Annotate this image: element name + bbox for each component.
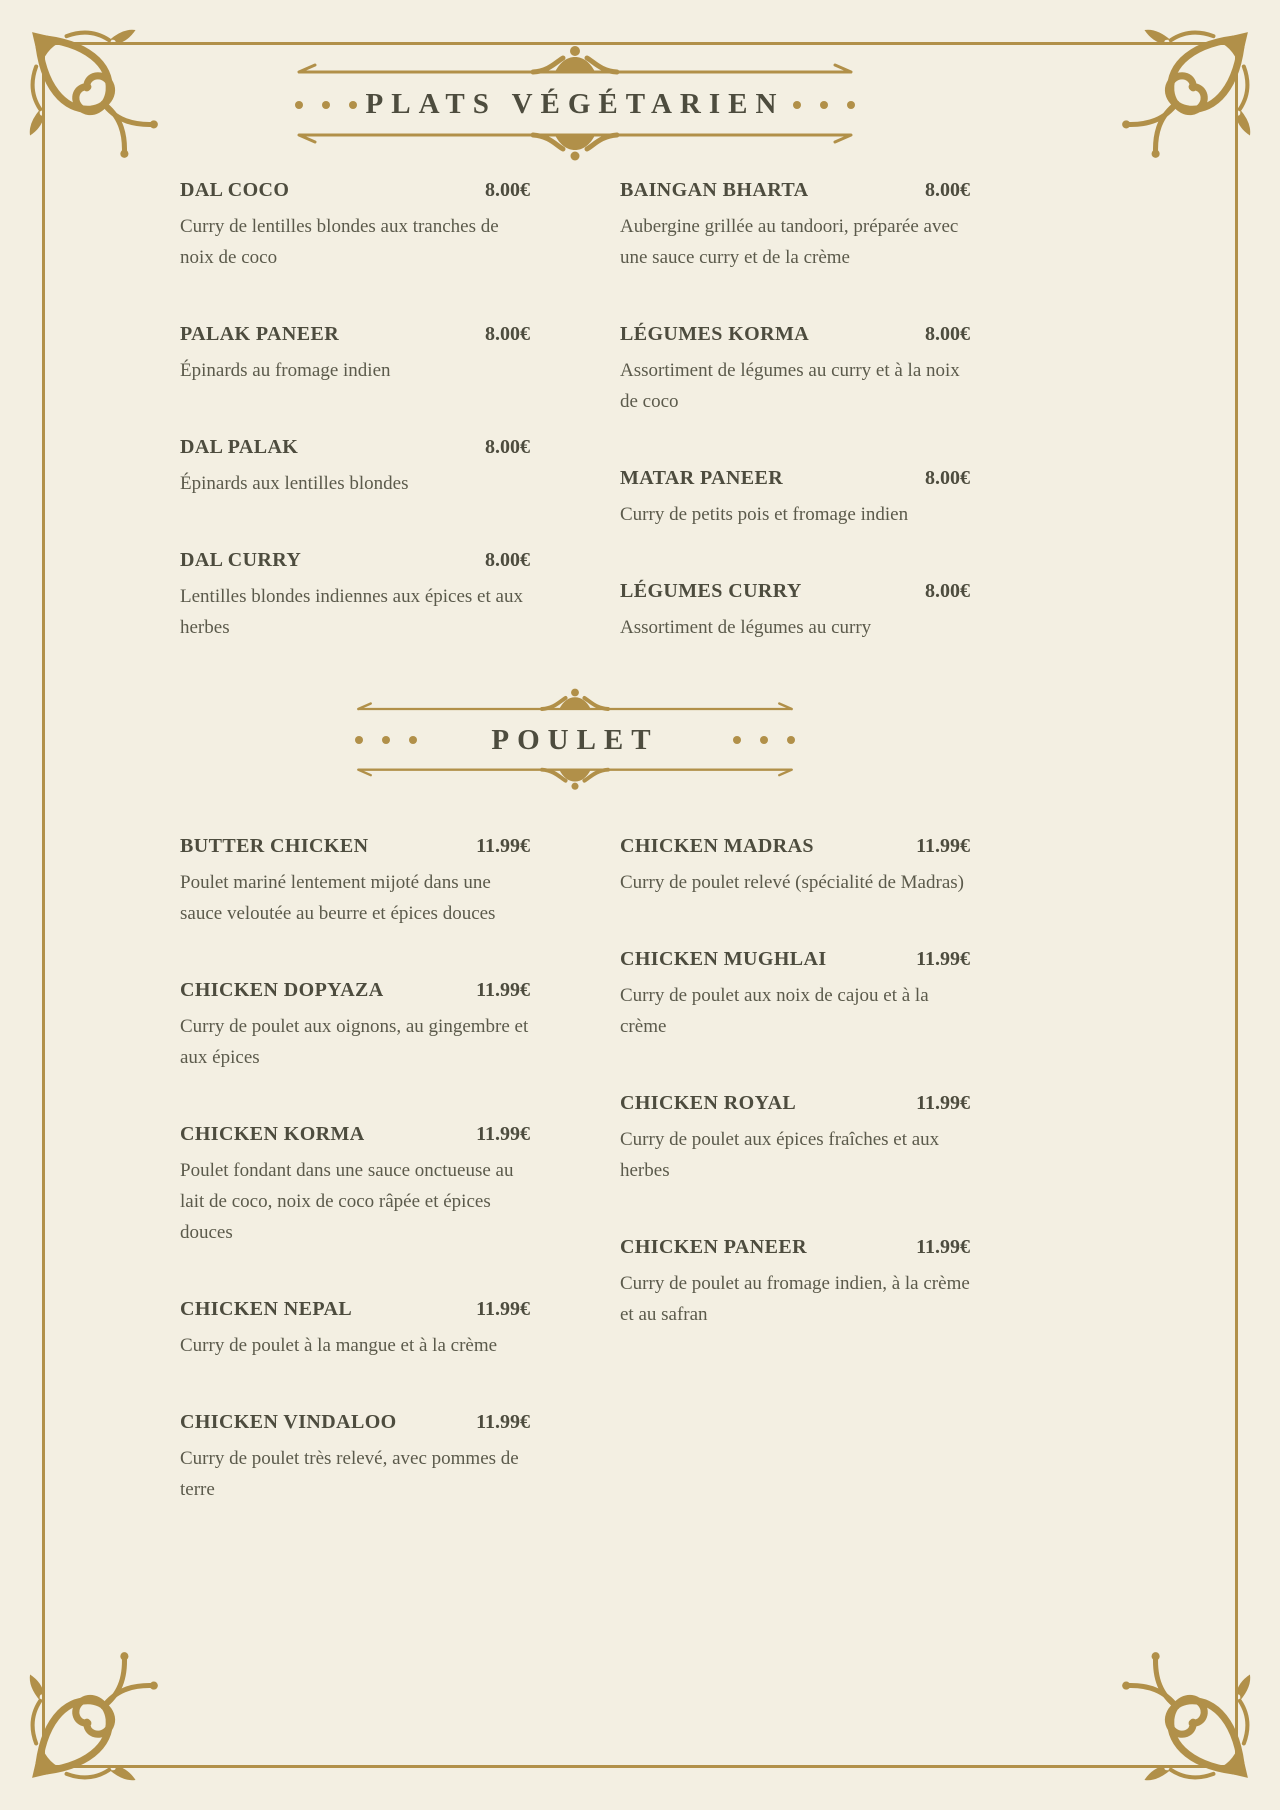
section-title: PLATS VÉGÉTARIEN <box>365 88 785 120</box>
item-price: 11.99€ <box>476 835 530 858</box>
item-description: Poulet mariné lentement mijoté dans une sauce veloutée au beurre et épices douces <box>180 872 496 925</box>
item-description: Épinards aux lentilles blondes <box>180 473 409 494</box>
menu-item <box>180 835 530 929</box>
item-price: 8.00€ <box>485 179 530 201</box>
item-name: LÉGUMES KORMA <box>620 323 810 345</box>
divider-bottom-icon <box>355 765 795 792</box>
item-description: Aubergine grillée au tandoori, préparée avec une sauce curry et de la crème <box>620 216 959 268</box>
item-name: CHICKEN DOPYAZA <box>180 979 384 1002</box>
divider-top-icon <box>355 687 795 714</box>
item-name: MATAR PANEER <box>620 467 784 489</box>
menu-item <box>620 580 970 643</box>
item-description: Épinards au fromage indien <box>180 360 391 381</box>
item-price: 8.00€ <box>925 467 970 489</box>
menu-item <box>180 549 530 643</box>
menu-item <box>180 436 530 499</box>
item-description: Curry de poulet au fromage indien, à la crème et au safran <box>620 1273 970 1326</box>
item-description: Curry de petits pois et fromage indien <box>620 504 909 525</box>
ornament-dots-icon <box>355 736 417 744</box>
menu-column-right <box>620 179 970 643</box>
menu-item <box>620 1236 970 1330</box>
item-description: Poulet fondant dans une sauce onctueuse au lait de coco, noix de coco râpée et épices douces <box>180 1160 514 1244</box>
section-title: POULET <box>491 723 659 756</box>
item-price: 11.99€ <box>916 948 970 971</box>
item-price: 8.00€ <box>925 580 970 602</box>
menu-content <box>180 44 970 1505</box>
item-name: DAL PALAK <box>180 436 299 458</box>
menu-column-right <box>620 835 970 1330</box>
ornament-dots-icon <box>793 101 855 109</box>
item-description: Curry de poulet aux noix de cajou et à la crème <box>620 985 929 1038</box>
menu-item <box>180 1298 530 1361</box>
item-price: 11.99€ <box>916 835 970 858</box>
menu-item <box>620 948 970 1042</box>
menu-item <box>180 1123 530 1248</box>
item-price: 11.99€ <box>476 979 530 1002</box>
section-header-vegetarien <box>295 44 855 163</box>
item-name: CHICKEN MUGHLAI <box>620 948 827 971</box>
ornament-dots-icon <box>295 101 357 109</box>
menu-item <box>620 323 970 417</box>
item-name: PALAK PANEER <box>180 323 340 345</box>
item-description: Assortiment de légumes au curry et à la noix de coco <box>620 360 960 412</box>
item-description: Curry de poulet très relevé, avec pommes de terre <box>180 1448 519 1501</box>
item-price: 8.00€ <box>485 549 530 571</box>
item-price: 8.00€ <box>925 179 970 201</box>
item-description: Curry de poulet aux oignons, au gingembre et aux épices <box>180 1016 529 1069</box>
menu-item <box>180 179 530 273</box>
menu-item <box>620 467 970 530</box>
item-name: DAL COCO <box>180 179 290 201</box>
item-description: Assortiment de légumes au curry <box>620 617 872 638</box>
divider-top-icon <box>295 44 855 78</box>
item-price: 11.99€ <box>916 1236 970 1259</box>
corner-flourish-icon <box>1112 26 1254 168</box>
section-items-vegetarien <box>180 179 970 643</box>
item-name: CHICKEN NEPAL <box>180 1298 353 1321</box>
item-name: CHICKEN VINDALOO <box>180 1411 397 1434</box>
divider-bottom-icon <box>295 129 855 163</box>
menu-column-left <box>180 835 530 1505</box>
section-header-poulet <box>355 687 795 791</box>
menu-item <box>180 979 530 1073</box>
menu-item <box>180 1411 530 1505</box>
corner-flourish-icon <box>26 1642 168 1784</box>
item-price: 11.99€ <box>476 1123 530 1146</box>
item-price: 11.99€ <box>476 1411 530 1434</box>
item-name: BAINGAN BHARTA <box>620 179 809 201</box>
corner-flourish-icon <box>26 26 168 168</box>
ornament-dots-icon <box>733 736 795 744</box>
item-price: 11.99€ <box>476 1298 530 1321</box>
item-description: Curry de lentilles blondes aux tranches de noix de coco <box>180 216 499 268</box>
section-items-poulet <box>180 835 970 1505</box>
item-description: Curry de poulet aux épices fraîches et aux herbes <box>620 1129 940 1182</box>
menu-item <box>180 323 530 386</box>
item-name: CHICKEN KORMA <box>180 1123 365 1146</box>
item-price: 8.00€ <box>925 323 970 345</box>
item-price: 11.99€ <box>916 1092 970 1115</box>
item-price: 8.00€ <box>485 323 530 345</box>
item-price: 8.00€ <box>485 436 530 458</box>
item-name: CHICKEN ROYAL <box>620 1092 797 1115</box>
item-name: CHICKEN PANEER <box>620 1236 807 1259</box>
item-description: Lentilles blondes indiennes aux épices et aux herbes <box>180 586 523 638</box>
item-name: LÉGUMES CURRY <box>620 580 802 602</box>
item-name: BUTTER CHICKEN <box>180 835 369 858</box>
item-name: CHICKEN MADRAS <box>620 835 814 858</box>
item-name: DAL CURRY <box>180 549 302 571</box>
menu-item <box>620 835 970 898</box>
item-description: Curry de poulet à la mangue et à la crème <box>180 1335 498 1357</box>
menu-item <box>620 1092 970 1186</box>
menu-item <box>620 179 970 273</box>
item-description: Curry de poulet relevé (spécialité de Madras) <box>620 872 964 894</box>
menu-column-left <box>180 179 530 643</box>
corner-flourish-icon <box>1112 1642 1254 1784</box>
